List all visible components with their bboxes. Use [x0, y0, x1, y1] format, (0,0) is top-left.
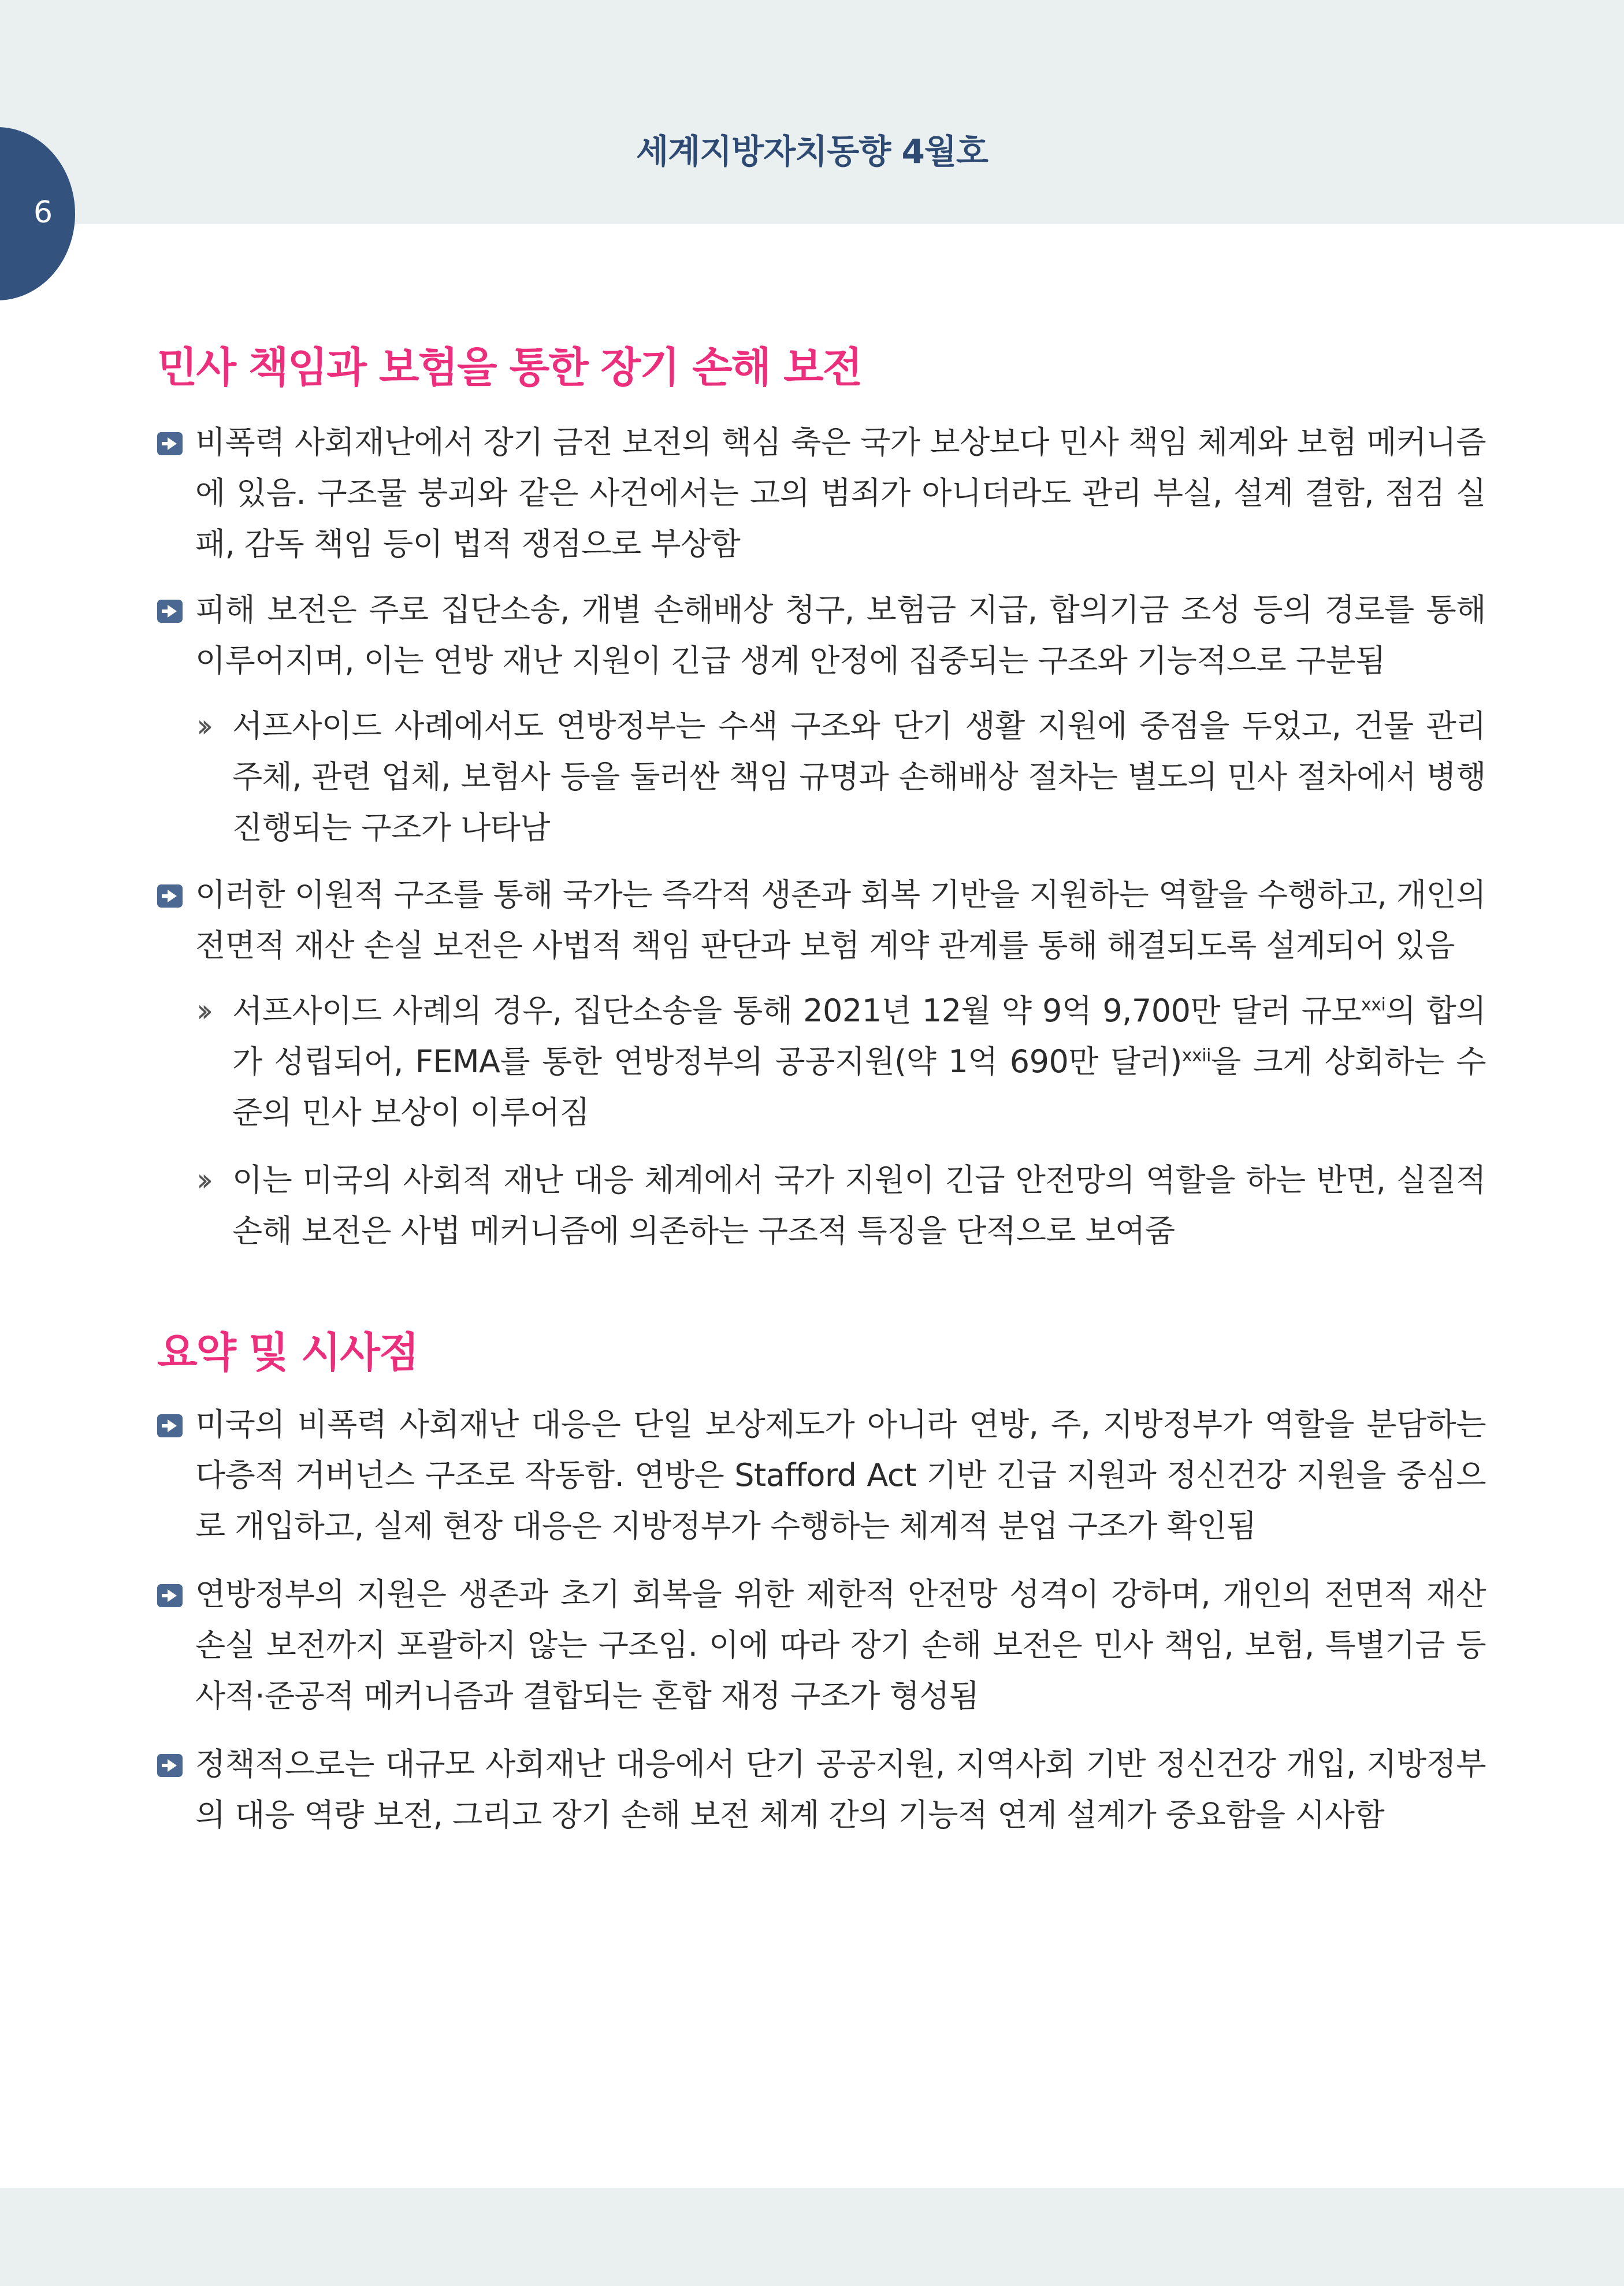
- sub-bullet-item: [196, 1155, 1486, 1257]
- bullet-text: 비폭력 사회재난에서 장기 금전 보전의 핵심 축은 국가 보상보다 민사 책임 체계와 보험 메커니즘에 있음. 구조물 붕괴와 같은 사건에서는 고의 범죄가 아니더라도 관리 부실, 설계 결함, 점검 실패, 감독 책임 등이 법적 쟁점으로 부상함: [195, 424, 1486, 562]
- header-band: [0, 0, 1624, 224]
- sub-bullet-text: 이는 미국의 사회적 재난 대응 체계에서 국가 지원이 긴급 안전망의 역할을 하는 반면, 실질적 손해 보전은 사법 메커니즘에 의존하는 구조적 특징을 단적으로 보여줌: [232, 1162, 1486, 1249]
- arrow-bullet-icon: [157, 1584, 183, 1607]
- arrow-bullet-icon: [157, 432, 183, 455]
- double-chevron-icon: ››: [196, 993, 206, 1029]
- publication-title: 세계지방자치동향 4월호: [636, 132, 988, 171]
- bullet-text: 이러한 이원적 구조를 통해 국가는 즉각적 생존과 회복 기반을 지원하는 역할을 수행하고, 개인의 전면적 재산 손실 보전은 사법적 책임 판단과 보험 계약 관계를 통해 해결되도록 설계되어 있음: [195, 876, 1486, 964]
- section-title-civil-liability: 민사 책임과 보험을 통한 장기 손해 보전: [157, 343, 862, 392]
- bullet-text: 피해 보전은 주로 집단소송, 개별 손해배상 청구, 보험금 지급, 합의기금 조성 등의 경로를 통해 이루어지며, 이는 연방 재난 지원이 긴급 생계 안정에 집중되는 구조와 기능적으로 구분됨: [195, 592, 1486, 679]
- sub-bullet-item: [196, 986, 1486, 1138]
- footnote-ref-xxi: xxi: [1361, 995, 1386, 1015]
- arrow-bullet-icon: [157, 1754, 183, 1777]
- arrow-bullet-icon: [157, 884, 183, 908]
- bullet-text: 정책적으로는 대규모 사회재난 대응에서 단기 공공지원, 지역사회 기반 정신건강 개입, 지방정부의 대응 역량 보전, 그리고 장기 손해 보전 체계 간의 기능적 연계 설계가 중요함을 시사함: [195, 1746, 1486, 1833]
- page-number: 6: [34, 195, 53, 230]
- bullet-text: 연방정부의 지원은 생존과 초기 회복을 위한 제한적 안전망 성격이 강하며, 개인의 전면적 재산 손실 보전까지 포괄하지 않는 구조임. 이에 따라 장기 손해 보전은 민사 책임, 보험, 특별기금 등 사적·준공적 메커니즘과 결합되는 혼합 재정 구조가 형성됨: [195, 1576, 1486, 1714]
- double-chevron-icon: ››: [196, 1162, 206, 1198]
- bullet-item: [157, 1399, 1486, 1552]
- double-chevron-icon: ››: [196, 708, 206, 744]
- bullet-item: [157, 417, 1486, 570]
- bullet-text: 미국의 비폭력 사회재난 대응은 단일 보상제도가 아니라 연방, 주, 지방정부가 역할을 분담하는 다층적 거버넌스 구조로 작동함. 연방은 Stafford Act 기반 긴급 지원과 정신건강 지원을 중심으로 개입하고, 실제 현장 대응은 지방정부가 수행하는 체계적 분업 구조가 확인됨: [195, 1406, 1486, 1544]
- section-title-summary: 요약 및 시사점: [157, 1328, 418, 1377]
- bullet-item: [157, 1569, 1486, 1722]
- arrow-bullet-icon: [157, 1414, 183, 1437]
- sub-bullet-text: 서프사이드 사례에서도 연방정부는 수색 구조와 단기 생활 지원에 중점을 두었고, 건물 관리 주체, 관련 업체, 보험사 등을 둘러싼 책임 규명과 손해배상 절차는 별도의 민사 절차에서 병행 진행되는 구조가 나타남: [232, 708, 1486, 846]
- bullet-item: [157, 585, 1486, 686]
- bullet-item: [157, 869, 1486, 971]
- footnote-ref-xxii: xxii: [1181, 1046, 1211, 1066]
- footer-band: [0, 2188, 1624, 2286]
- arrow-bullet-icon: [157, 600, 183, 623]
- sub-bullet-item: [196, 701, 1486, 853]
- sub-bullet-text: 서프사이드 사례의 경우, 집단소송을 통해 2021년 12월 약 9억 9,700만 달러 규모$^{xxi}$의 합의가 성립되어, FEMA를 통한 연방정부의 공공지원(약 1억 690만 달러)$^{xxii}$을 크게 상회하는 수준의 민사 보상이 이루어짐: [232, 993, 1486, 1131]
- bullet-item: [157, 1739, 1486, 1841]
